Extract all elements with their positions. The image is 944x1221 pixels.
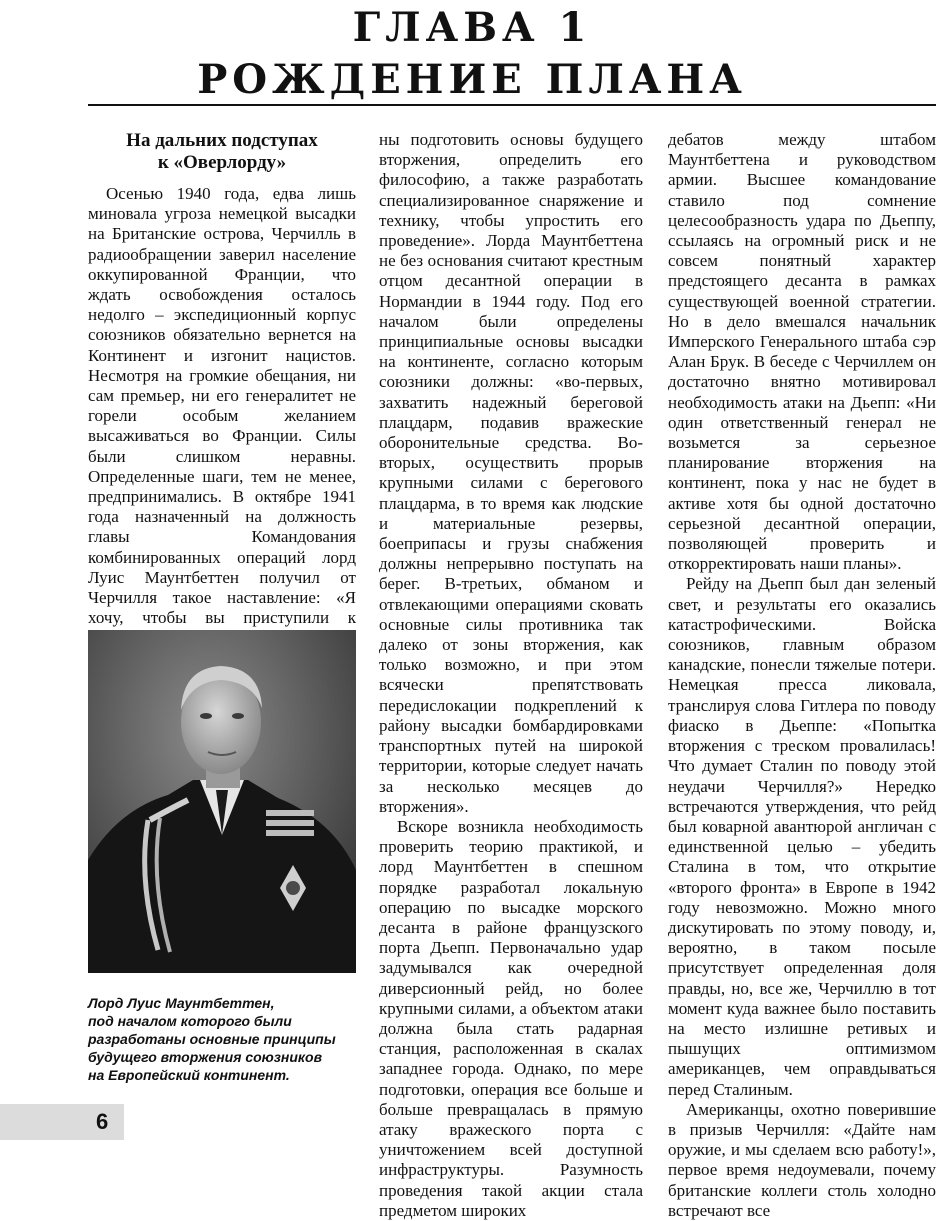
paragraph: дебатов между штабом Маунтбеттена и руководством армии. Высшее командование ставило под сомнение целесообразность удара по Дьеппу, ссылаясь на огромный риск и не совсем понятный характер предстоящего десанта в рамках существующей военной стратегии. Но в дело вмешался начальник Имперского Генерального штаба сэр Алан Брук. В беседе с Черчиллем он достаточно внятно мотивировал необходимость атаки на Дьепп: «Ни один ответственный генерал не возьмется за серьезное планирование вторжения на континент, пока у нас не будет в активе хотя бы одной достаточно серьезной десантной операции, позволяющей проверить и откорректировать наши планы». — [668, 130, 936, 574]
chapter-title — [0, 2, 944, 106]
portrait-photo-icon — [88, 630, 356, 973]
caption-line: Лорд Луис Маунтбеттен, — [88, 995, 275, 1011]
caption-line: разработаны основные принципы — [88, 1031, 336, 1047]
text-column-2 — [379, 130, 643, 1221]
chapter-name: РОЖДЕНИЕ ПЛАНА — [197, 56, 747, 103]
caption-line: на Европейский континент. — [88, 1067, 290, 1083]
text-column-1 — [88, 130, 356, 669]
figure-caption — [88, 994, 358, 1084]
title-divider — [88, 104, 936, 106]
paragraph: Рейду на Дьепп был дан зеленый свет, и результаты его оказались катастрофическими. Войска союзников, главным образом канадские, понесли тяжелые потери. Немецкая пресса ликовала, транслируя слова Гитлера по поводу фиаско в Дьеппе: «Попытка вторжения с треском провалилась! Что думает Сталин по поводу этой неудачи Черчилля?» Нередко встречаются утверждения, что рейд был коварной авантюрой англичан с единственной целью – убедить Сталина в том, что открытие «второго фронта» в Европе в 1942 году невозможно. Можно много дискутировать по этому поводу, и, вероятно, в таком посыле присутствует определенная доля правды, но, все же, Черчиллю в тот момент куда важнее было поставить на место излишне ретивых и пышущих оптимизмом американцев, чем оправдываться перед Сталиным. — [668, 574, 936, 1099]
text-column-3 — [668, 130, 936, 1221]
chapter-number: ГЛАВА 1 — [352, 4, 592, 51]
section-heading — [88, 130, 356, 174]
caption-line: будущего вторжения союзников — [88, 1049, 323, 1065]
caption-line: под началом которого были — [88, 1013, 292, 1029]
section-heading-line-1: На дальних подступах — [126, 130, 318, 151]
paragraph: Американцы, охотно поверившие в призыв Черчилля: «Дайте нам оружие, и мы сделаем всю работу!», первое время недоумевали, почему британские коллеги столь холодно встречают все — [668, 1099, 936, 1220]
paragraph: ны подготовить основы будущего вторжения, определить его философию, а также разработать специализированное снаряжение и технику, чтобы упростить его проведение». Лорда Маунтбеттена не без основания считают крестным отцом десантной операции в Нормандии в 1944 году. Под его началом были определены принципиальные основы высадки на континенте, согласно которым союзники должны: «во-первых, захватить надежный береговой плацдарм, подавив вражеские оборонительные средства. Во-вторых, осуществить прорыв крупными силами с берегового плацдарма, в то время как людские и материальные резервы, боеприпасы и грузы снабжения должны непрерывно поступать на берег. В-третьих, обманом и отвлекающими операциями сковать основные силы противника так далеко от зоны вторжения, как только возможно, и при этом всячески препятствовать передислокации подкреплений к району высадки бомбардировками транспортных путей на широкой территории, которые следует начать за несколько месяцев до вторжения». — [379, 130, 643, 816]
portrait-illustration — [88, 630, 356, 973]
paragraph: Вскоре возникла необходимость проверить теорию практикой, и лорд Маунтбеттен в спешном порядке разработал локальную операцию по высадке морского десанта в районе французского порта Дьепп. Первоначально удар задумывался как очередной диверсионный рейд, но более крупными силами, а объектом атаки должна была стать радарная станция, расположенная в скалах западнее города. Однако, по мере подготовки, операция все больше и больше превращалась в прямую атаку вражеского порта с уничтожением всей доступной инфраструктуры. Разумность проведения такой акции стала предметом широких — [379, 816, 643, 1220]
page-number: 6 — [96, 1109, 109, 1134]
paragraph: Осенью 1940 года, едва лишь миновала угроза немецкой высадки на Британские острова, Черчилль в радиообращении заверил население оккупированной Франции, что ждать освобождения осталось недолго – экспедиционный корпус союзников обязательно вернется на Континент и изгонит нацистов. Несмотря на громкие обещания, ни сам премьер, ни его генералитет не горели особым желанием высаживаться во Франции. Силы были слишком неравны. Определенные шаги, тем не менее, предпринимались. В октябре 1941 года назначенный на должность главы Командования комбинированных операций лорд Луис Маунтбеттен получил от Черчилля такое наставление: «Я хочу, чтобы вы приступили к — [88, 184, 356, 628]
section-heading-line-2: к «Оверлорду» — [157, 152, 287, 173]
